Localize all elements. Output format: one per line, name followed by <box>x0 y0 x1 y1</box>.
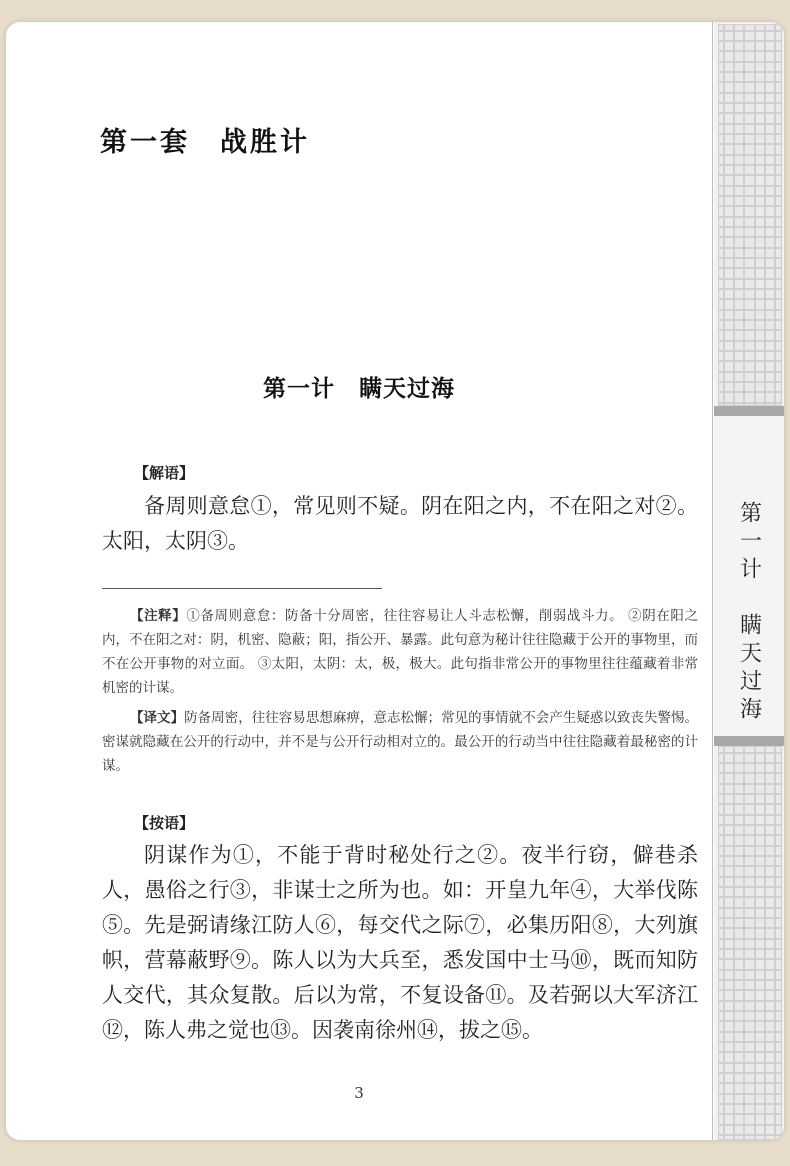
page-content <box>6 22 713 1140</box>
set-title: 第一套 战胜计 <box>100 127 310 158</box>
stratagem-title: 第一计 瞒天过海 <box>263 375 455 402</box>
anyu-label: 【按语】 <box>134 814 195 832</box>
yiwen-note <box>102 706 698 778</box>
footnote-rule <box>102 588 382 589</box>
anyu-text <box>102 838 698 1048</box>
book-page <box>6 22 784 1140</box>
zhushi-text: ①备周则意怠：防备十分周密，往往容易让人斗志松懈，削弱战斗力。 ②阴在阳之内，不在阳之对：阴，机密、隐蔽；阳，指公开、暴露。此句意为秘计往往隐藏于公开的事物里，而不在公开事物的对立面。 ③太阳，太阴：太，极，极大。此句指非常公开的事物里往往蕴藏着非常机密的计谋。 <box>102 608 698 696</box>
side-chapter-tab[interactable] <box>714 417 784 737</box>
side-divider-bottom <box>714 736 784 746</box>
jieyu-text <box>102 489 698 559</box>
zhushi-note <box>102 604 698 700</box>
yiwen-text: 防备周密，往往容易思想麻痹，意志松懈；常见的事情就不会产生疑惑以致丧失警惕。密谋就隐藏在公开的行动中，并不是与公开行动相对立的。最公开的行动当中往往隐藏着最秘密的计谋。 <box>102 710 699 774</box>
side-divider-top <box>714 406 784 416</box>
fret-pattern-top <box>718 24 782 406</box>
jieyu-label: 【解语】 <box>134 464 195 482</box>
zhushi-label: 【注释】 <box>130 608 187 624</box>
anyu-paragraph: 阴谋作为①，不能于背时秘处行之②。夜半行窃，僻巷杀人，愚俗之行③，非谋士之所为也。如：开皇九年④，大举伐陈⑤。先是弼请缘江防人⑥，每交代之际⑦，必集历阳⑧，大列旗帜，营幕蔽野⑨。陈人以为大兵至，悉发国中士马⑩，既而知防人交代，其众复散。后以为常，不复设备⑪。及若弼以大军济江⑫，陈人弗之觉也⑬。因袭南徐州⑭，拔之⑮。 <box>102 843 698 1042</box>
fret-pattern-bottom <box>718 746 782 1140</box>
jieyu-paragraph: 备周则意怠①，常见则不疑。阴在阳之内，不在阳之对②。太阳，太阴③。 <box>102 494 698 553</box>
side-tab-column <box>714 22 784 1140</box>
side-chapter-label: 第一计 瞒天过海 <box>736 501 762 725</box>
page-number: 3 <box>354 1084 364 1102</box>
yiwen-label: 【译文】 <box>130 710 185 726</box>
